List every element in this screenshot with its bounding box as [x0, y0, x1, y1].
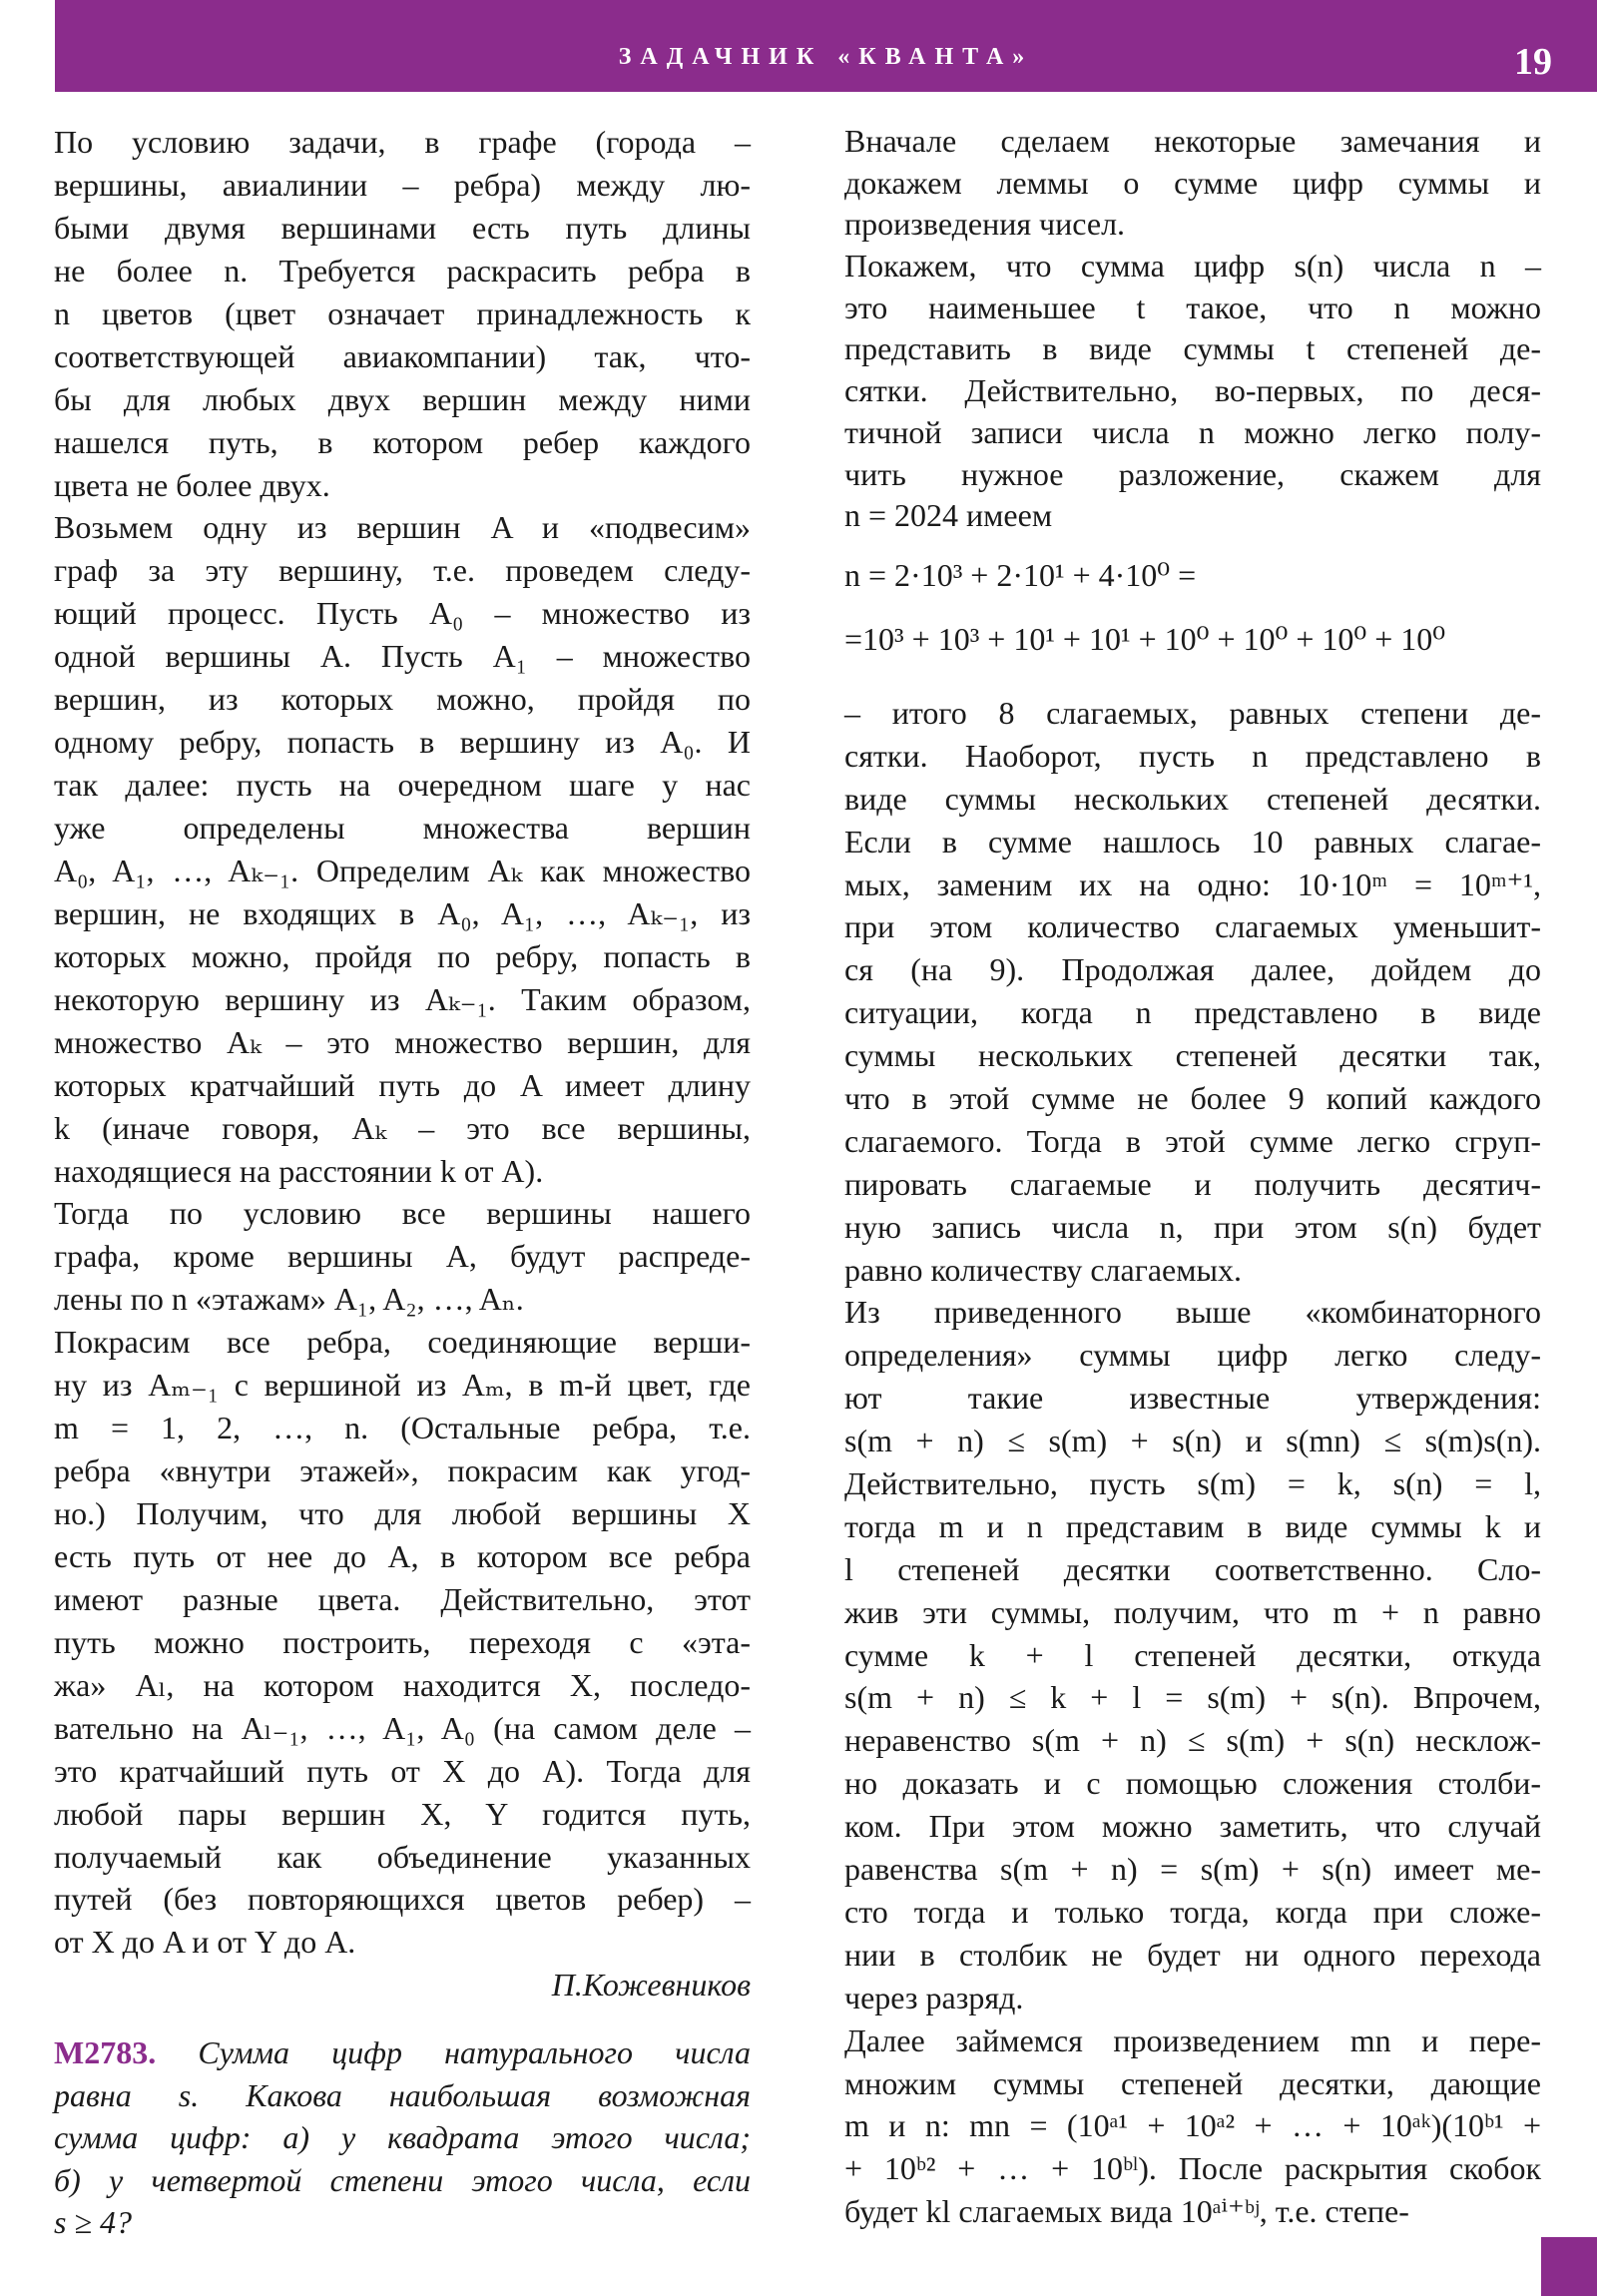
text-line: нашелся путь, в котором ребер каждого — [54, 423, 751, 460]
text-line: Покрасим все ребра, соединяющие верши- — [54, 1324, 751, 1361]
text-line: ком. При этом можно заметить, что случай — [844, 1808, 1541, 1845]
text-line: Покажем, что сумма цифр s(n) числа n – — [844, 248, 1541, 285]
problem-statement — [54, 2031, 751, 2244]
text-line: Возьмем одну из вершин A и «подвесим» — [54, 509, 751, 546]
text-line: при этом количество слагаемых уменьшит- — [844, 908, 1541, 945]
text-line: быми двумя вершинами есть путь длины — [54, 209, 751, 246]
text-line: это кратчайший путь от X до A). Тогда для — [54, 1752, 751, 1789]
text-line: вательно на Aₗ₋₁, …, A₁, A₀ (на самом деле – — [54, 1709, 751, 1746]
text-line: виде суммы нескольких степеней десятки. — [844, 780, 1541, 817]
text-line: но.) Получим, что для любой вершины X — [54, 1495, 751, 1531]
text-line: не более n. Требуется раскрасить ребра в — [54, 252, 751, 288]
text-line: k (иначе говоря, Aₖ – это все вершины, — [54, 1109, 751, 1146]
text-line: путей (без повторяющихся цветов ребер) – — [54, 1881, 751, 1918]
text-line: жив эти суммы, получим, что m + n равно — [844, 1593, 1541, 1630]
text-line: что в этой сумме не более 9 копий каждого — [844, 1080, 1541, 1117]
text-line: ну из Aₘ₋₁ с вершиной из Aₘ, в m-й цвет, где — [54, 1367, 751, 1404]
text-line: – итого 8 слагаемых, равных степени де- — [844, 695, 1541, 731]
text-line: ную запись числа n, при этом s(n) будет — [844, 1208, 1541, 1245]
text-line: Из приведенного выше «комбинаторного — [844, 1294, 1541, 1331]
text-line: соответствующей авиакомпании) так, что- — [54, 337, 751, 374]
text-line: Вначале сделаем некоторые замечания и — [844, 123, 1541, 159]
text-line: ющий процесс. Пусть A₀ – множество из — [54, 595, 751, 632]
text-line: ситуации, когда n представлено в виде — [844, 994, 1541, 1031]
problem-line: б) у четвертой степени этого числа, если — [54, 2161, 751, 2198]
text-line: имеют разные цвета. Действительно, этот — [54, 1580, 751, 1617]
text-line: A₀, A₁, …, Aₖ₋₁. Определим Aₖ как множество — [54, 852, 751, 888]
text-line: вершин, не входящих в A₀, A₁, …, Aₖ₋₁, из — [54, 894, 751, 931]
text-line: тичной записи числа n можно легко полу- — [844, 413, 1541, 450]
problem-line: s ≥ 4? — [54, 2204, 133, 2240]
text-line: мых, заменим их на одно: 10·10ᵐ = 10ᵐ⁺¹, — [844, 865, 1541, 902]
text-line: вершин, из которых можно, пройдя по — [54, 681, 751, 718]
text-line: бы для любых двух вершин между ними — [54, 380, 751, 417]
problem-line: сумма цифр: а) у квадрата этого числа; — [54, 2119, 751, 2155]
text-line: одному ребру, попасть в вершину из A₀. И — [54, 724, 751, 761]
formula-expansion: n = 2·10³ + 2·10¹ + 4·10⁰ = — [844, 557, 1197, 593]
problem-id: М2783. — [54, 2034, 157, 2070]
text-line: так далее: пусть на очередном шаге у нас — [54, 767, 751, 804]
text-line: равно количеству слагаемых. — [844, 1251, 1242, 1288]
text-line: Если в сумме нашлось 10 равных слагае- — [844, 823, 1541, 860]
text-line: множество Aₖ – это множество вершин, для — [54, 1023, 751, 1060]
text-line: неравенство s(m + n) ≤ s(m) + s(n) несклож- — [844, 1722, 1541, 1759]
author-signature: П.Кожевников — [551, 1967, 751, 2003]
text-line: находящиеся на расстоянии k от A). — [54, 1152, 544, 1189]
text-line: тогда m и n представим в виде суммы k и — [844, 1507, 1541, 1544]
right-column-intro — [844, 121, 1541, 537]
text-line: m = 1, 2, …, n. (Остальные ребра, т.е. — [54, 1410, 751, 1446]
text-line: определения» суммы цифр легко следу- — [844, 1337, 1541, 1374]
text-line: некоторую вершину из Aₖ₋₁. Таким образом, — [54, 980, 751, 1017]
text-line: сто тогда и только тогда, когда при сложе- — [844, 1893, 1541, 1930]
text-line: сятки. Действительно, во-первых, по деся- — [844, 372, 1541, 409]
text-line: множим суммы степеней десятки, дающие — [844, 2064, 1541, 2101]
text-line: графа, кроме вершины A, будут распреде- — [54, 1238, 751, 1275]
text-line: цвета не более двух. — [54, 466, 330, 503]
text-line: чить нужное разложение, скажем для — [844, 455, 1541, 492]
text-line: По условию задачи, в графе (города – — [54, 124, 751, 160]
text-line: получаемый как объединение указанных — [54, 1838, 751, 1875]
problem-line: равна s. Какова наибольшая возможная — [54, 2076, 751, 2113]
text-line: n = 2024 имеем — [844, 497, 1053, 534]
text-line: ребра «внутри этажей», покрасим как угод- — [54, 1452, 751, 1489]
text-line: Далее займемся произведением mn и пере- — [844, 2021, 1541, 2058]
right-column-text — [844, 692, 1541, 2233]
text-line: одной вершины A. Пусть A₁ – множество — [54, 638, 751, 675]
left-column-text — [54, 121, 751, 1964]
formula-sum-of-powers: =10³ + 10³ + 10¹ + 10¹ + 10⁰ + 10⁰ + 10⁰ + 10⁰ — [844, 621, 1446, 657]
text-line: n цветов (цвет означает принадлежность к — [54, 294, 751, 331]
text-line: равенства s(m + n) = s(m) + s(n) имеет ме- — [844, 1851, 1541, 1888]
text-line: пировать слагаемые и получить десятич- — [844, 1165, 1541, 1202]
section-title: ЗАДАЧНИК «КВАНТА» — [618, 44, 1034, 70]
text-line: ся (на 9). Продолжая далее, дойдем до — [844, 951, 1541, 988]
text-line: m и n: mn = (10ᵃ¹ + 10ᵃ² + … + 10ᵃᵏ)(10ᵇ¹ + — [844, 2107, 1541, 2144]
problem-text: Сумма цифр натурального числа — [198, 2034, 752, 2070]
text-line: ют такие известные утверждения: — [844, 1380, 1541, 1417]
text-line: представить в виде суммы t степеней де- — [844, 330, 1541, 367]
text-line: нии в столбик не будет ни одного перехода — [844, 1936, 1541, 1973]
text-line: которых кратчайший путь до A имеет длину — [54, 1066, 751, 1103]
text-line: но доказать и с помощью сложения столби- — [844, 1765, 1541, 1802]
page-number: 19 — [1514, 41, 1552, 83]
text-line: будет kl слагаемых вида 10ᵃⁱ⁺ᵇʲ, т.е. степе- — [844, 2193, 1409, 2230]
text-line: путь можно построить, переходя с «эта- — [54, 1623, 751, 1660]
text-line: произведения чисел. — [844, 206, 1126, 243]
text-line: есть путь от нее до A, в котором все ребра — [54, 1537, 751, 1574]
text-line: уже определены множества вершин — [54, 810, 751, 846]
text-line: сумме k + l степеней десятки, откуда — [844, 1636, 1541, 1673]
text-line: вершины, авиалинии – ребра) между лю- — [54, 166, 751, 203]
text-line: лены по n «этажам» A₁, A₂, …, Aₙ. — [54, 1281, 524, 1318]
text-line: s(m + n) ≤ s(m) + s(n) и s(mn) ≤ s(m)s(n). — [844, 1423, 1541, 1459]
text-line: которых можно, пройдя по ребру, попасть в — [54, 937, 751, 974]
text-line: Тогда по условию все вершины нашего — [54, 1195, 751, 1232]
text-line: через разряд. — [844, 1979, 1024, 2015]
text-line: Действительно, пусть s(m) = k, s(n) = l, — [844, 1465, 1541, 1502]
text-line: суммы нескольких степеней десятки так, — [844, 1037, 1541, 1074]
text-line: любой пары вершин X, Y годится путь, — [54, 1795, 751, 1832]
text-line: сятки. Наоборот, пусть n представлено в — [844, 737, 1541, 774]
text-line: l степеней десятки соответственно. Сло- — [844, 1550, 1541, 1587]
text-line: граф за эту вершину, т.е. проведем следу- — [54, 552, 751, 589]
text-line: жа» Aₗ, на котором находится X, последо- — [54, 1666, 751, 1703]
problem-line — [54, 2031, 751, 2074]
text-line: слагаемого. Тогда в этой сумме легко сгруп- — [844, 1122, 1541, 1159]
text-line: докажем леммы о сумме цифр суммы и — [844, 164, 1541, 201]
text-line: от X до A и от Y до A. — [54, 1924, 356, 1961]
text-line: + 10ᵇ² + … + 10ᵇˡ). После раскрытия скобок — [844, 2150, 1541, 2187]
running-header — [55, 0, 1597, 92]
text-line: это наименьшее t такое, что n можно — [844, 288, 1541, 325]
page-corner-marker — [1541, 2237, 1597, 2296]
text-line: s(m + n) ≤ k + l = s(m) + s(n). Впрочем, — [844, 1679, 1541, 1716]
